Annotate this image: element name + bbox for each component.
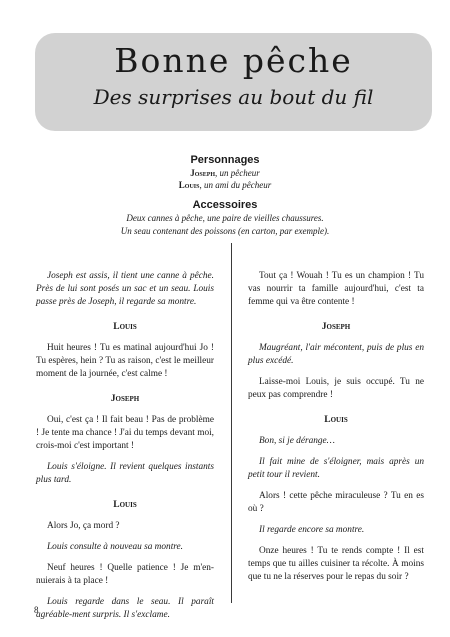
character-name: Louis (178, 180, 200, 190)
speaker-name: Louis (113, 500, 137, 510)
stage-direction: Maugréant, l'air mécontent, puis de plus en plus excédé. (248, 343, 424, 366)
stage-direction: Il regarde encore sa montre. (259, 525, 365, 535)
character-row: Joseph, un pêcheur (190, 168, 260, 178)
character-row: Louis, un ami du pêcheur (178, 180, 272, 190)
characters-heading: Personnages (190, 154, 260, 166)
play-metadata (0, 153, 450, 238)
stage-direction: Louis regarde dans le seau. Il paraît agréable-ment surpris. Il s'exclame. (36, 597, 214, 620)
page-subtitle: Des surprises au bout du fil (93, 85, 374, 109)
left-column (36, 270, 214, 630)
character-description: un pêcheur (219, 168, 260, 178)
character-description: un ami du pêcheur (203, 180, 272, 190)
speaker-name: Joseph (321, 322, 351, 332)
stage-direction: Louis consulte à nouveau sa montre. (47, 542, 183, 552)
stage-direction: Joseph est assis, il tient une canne à pêche. Près de lui sont posés un sac et un seau. Louis passe près de Joseph, il regarde sa montre. (36, 271, 214, 307)
props-line: Deux cannes à pêche, une paire de vieilles chaussures. (126, 213, 324, 223)
stage-direction: Il fait mine de s'éloigner, mais après un petit tour il revient. (248, 457, 424, 480)
title-banner (35, 33, 432, 131)
stage-direction: Louis s'éloigne. Il revient quelques instants plus tard. (36, 462, 214, 485)
stage-direction: Bon, si je dérange… (259, 436, 335, 446)
dialogue-line: Laisse-moi Louis, je suis occupé. Tu ne peux pas comprendre ! (248, 377, 424, 400)
dialogue-line: Alors ! cette pêche miraculeuse ? Tu en es où ? (248, 491, 424, 514)
page-title: Bonne pêche (114, 41, 353, 80)
dialogue-line: Neuf heures ! Quelle patience ! Je m'en-nuierais à ta place ! (36, 563, 214, 586)
dialogue-line: Alors Jo, ça mord ? (47, 521, 120, 531)
speaker-name: Louis (113, 322, 137, 332)
column-divider (231, 243, 232, 603)
dialogue-line: Onze heures ! Tu te rends compte ! Il est temps que tu ailles cuisiner ta récolte. À moins que tu ne la réserves pour le repas du soir ? (248, 546, 424, 582)
dialogue-line: Tout ça ! Wouah ! Tu es un champion ! Tu vas nourrir ta famille aujourd'hui, c'est ta femme qui va être contente ! (248, 271, 424, 307)
props-line: Un seau contenant des poissons (en carton, par exemple). (120, 226, 330, 236)
page-number: 8 (34, 605, 39, 615)
speaker-name: Joseph (110, 394, 140, 404)
character-name: Joseph (190, 168, 216, 178)
speaker-name: Louis (324, 415, 348, 425)
props-section (0, 198, 450, 238)
props-heading: Accessoires (192, 199, 258, 211)
dialogue-line: Oui, c'est ça ! Il fait beau ! Pas de problème ! Je tente ma chance ! J'ai du temps devant moi, crois-moi c'est important ! (36, 415, 214, 451)
dialogue-line: Huit heures ! Tu es matinal aujourd'hui Jo ! Tu espères, hein ? Tu as raison, c'est le meilleur moment de la journée, c'est calme ! (36, 343, 214, 379)
right-column (248, 270, 424, 592)
